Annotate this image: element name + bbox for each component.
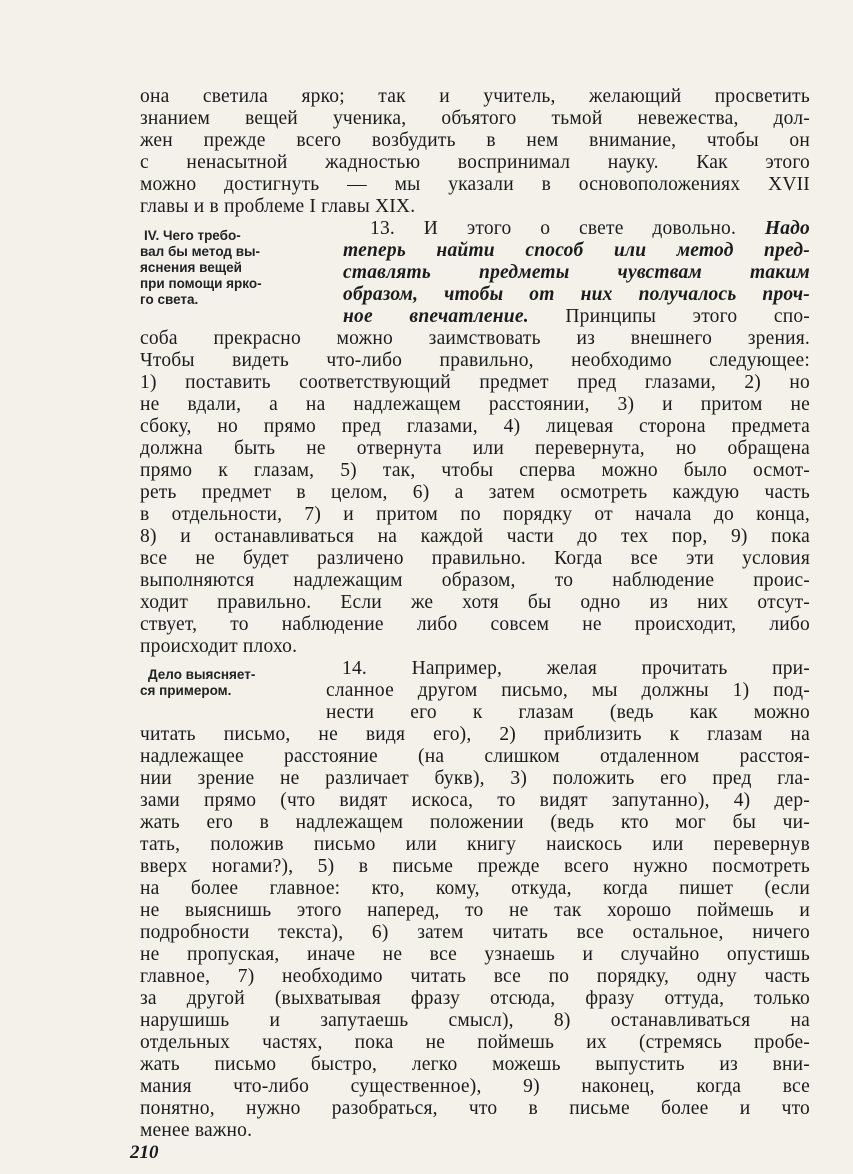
text-line: надлежащее расстояние (на слишком отдаленном расстоя- — [140, 746, 810, 767]
italic-text: ставлять предметы чувствам таким — [343, 262, 810, 283]
text-line: нарушишь и запутаешь смысл), 8) останавливаться на — [140, 1010, 810, 1031]
text-line: соба прекрасно можно заимствовать из внешнего зрения. — [140, 328, 810, 349]
text-line: зами прямо (что видят искоса, то видят запутанно), 4) дер- — [140, 790, 810, 811]
text-line: не вдали, а на надлежащем расстоянии, 3) и притом не — [140, 394, 810, 415]
text-line — [343, 262, 810, 284]
text-line: все не будет различено правильно. Когда все эти условия — [140, 548, 810, 569]
text-line: Чтобы видеть что-либо правильно, необходимо следующее: — [140, 350, 810, 371]
text-line: читать письмо, не видя его), 2) приблизить к глазам на — [140, 724, 810, 745]
text-line: 14. Например, желая прочитать при- — [342, 658, 810, 679]
text-line: должна быть не отвернута или перевернута, но обращена — [140, 438, 810, 459]
text-line: жен прежде всего возбудить в нем внимание, чтобы он — [140, 130, 810, 151]
text-line: не выяснишь этого наперед, то не так хорошо поймешь и — [140, 900, 810, 921]
italic-text: образом, чтобы от них получалось проч- — [343, 284, 810, 305]
text-line: прямо к глазам, 5) так, чтобы сперва можно было осмот- — [140, 460, 810, 481]
text-line — [370, 218, 810, 240]
text-line: на более главное: кто, кому, откуда, когда пишет (если — [140, 878, 810, 899]
text-line: нии зрение не различает букв), 3) положить его пред гла- — [140, 768, 810, 789]
text-line — [343, 284, 810, 306]
text-line: с ненасытной жадностью воспринимал науку. Как этого — [140, 152, 810, 173]
page-number: 210 — [130, 1142, 159, 1163]
margin-note-line: яснения вещей — [140, 260, 242, 275]
text-line: не пропуская, иначе не все узнаешь и случайно опустишь — [140, 944, 810, 965]
text-line — [343, 240, 810, 262]
margin-note-line: ся примером. — [140, 683, 232, 698]
margin-note-line: при помощи ярко- — [140, 276, 262, 291]
italic-text: теперь найти способ или метод пред- — [343, 240, 810, 261]
text-line: тать, положив письмо или книгу наискось или перевернув — [140, 834, 810, 855]
margin-note-line: IV. Чего требо- — [144, 228, 241, 243]
text-line: жать письмо быстро, легко можешь выпустить из вни- — [140, 1054, 810, 1075]
italic-text: ное впечатление. — [343, 306, 529, 327]
text-line: менее важно. — [140, 1120, 253, 1141]
text-line: 8) и останавливаться на каждой части до тех пор, 9) пока — [140, 526, 810, 547]
text-line: нести его к глазам (ведь как можно — [326, 702, 810, 723]
text-line: сланное другом письмо, мы должны 1) под- — [326, 680, 810, 701]
text-line — [343, 306, 810, 328]
text-line: подробности текста), 6) затем читать все остальное, ничего — [140, 922, 810, 943]
text-line: вверх ногами?), 5) в письме прежде всего нужно посмотреть — [140, 856, 810, 877]
text-line: ствует, то наблюдение либо совсем не происходит, либо — [140, 614, 810, 635]
text-line: жать его в надлежащем положении (ведь кто мог бы чи- — [140, 812, 810, 833]
text-line: понятно, нужно разобраться, что в письме более и что — [140, 1098, 810, 1119]
text-line: происходит плохо. — [140, 636, 298, 657]
text-line: главное, 7) необходимо читать все по порядку, одну часть — [140, 966, 810, 987]
text-line: ходит правильно. Если же хотя бы одно из них отсут- — [140, 592, 810, 613]
text-line: 1) поставить соответствующий предмет пред глазами, 2) но — [140, 372, 810, 393]
text-line: можно достигнуть — мы указали в основоположениях XVII — [140, 174, 810, 195]
text-line: главы и в проблеме I главы XIX. — [140, 196, 416, 217]
text-line: знанием вещей ученика, объятого тьмой невежества, дол- — [140, 108, 810, 129]
text-line: за другой (выхватывая фразу отсюда, фразу оттуда, только — [140, 988, 810, 1009]
text-line: отдельных частях, пока не поймешь их (стремясь пробе- — [140, 1032, 810, 1053]
text-line: реть предмет в целом, 6) а затем осмотреть каждую часть — [140, 482, 810, 503]
plain-text: Принципы этого спо- — [528, 306, 810, 327]
text-line: сбоку, но прямо пред глазами, 4) лицевая сторона предмета — [140, 416, 810, 437]
margin-note-line: го света. — [140, 292, 199, 307]
text-line: мания что-либо существенное), 9) наконец, когда все — [140, 1076, 810, 1097]
text-line: она светила ярко; так и учитель, желающий просветить — [140, 86, 810, 107]
plain-text: 13. И этого о свете довольно. — [370, 218, 765, 239]
text-line: выполняются надлежащим образом, то наблюдение проис- — [140, 570, 810, 591]
margin-note-line: вал бы метод вы- — [140, 244, 261, 259]
italic-text: Надо — [764, 218, 810, 239]
margin-note-line: Дело выясняет- — [148, 667, 256, 682]
text-line: в отдельности, 7) и притом по порядку от начала до конца, — [140, 504, 810, 525]
